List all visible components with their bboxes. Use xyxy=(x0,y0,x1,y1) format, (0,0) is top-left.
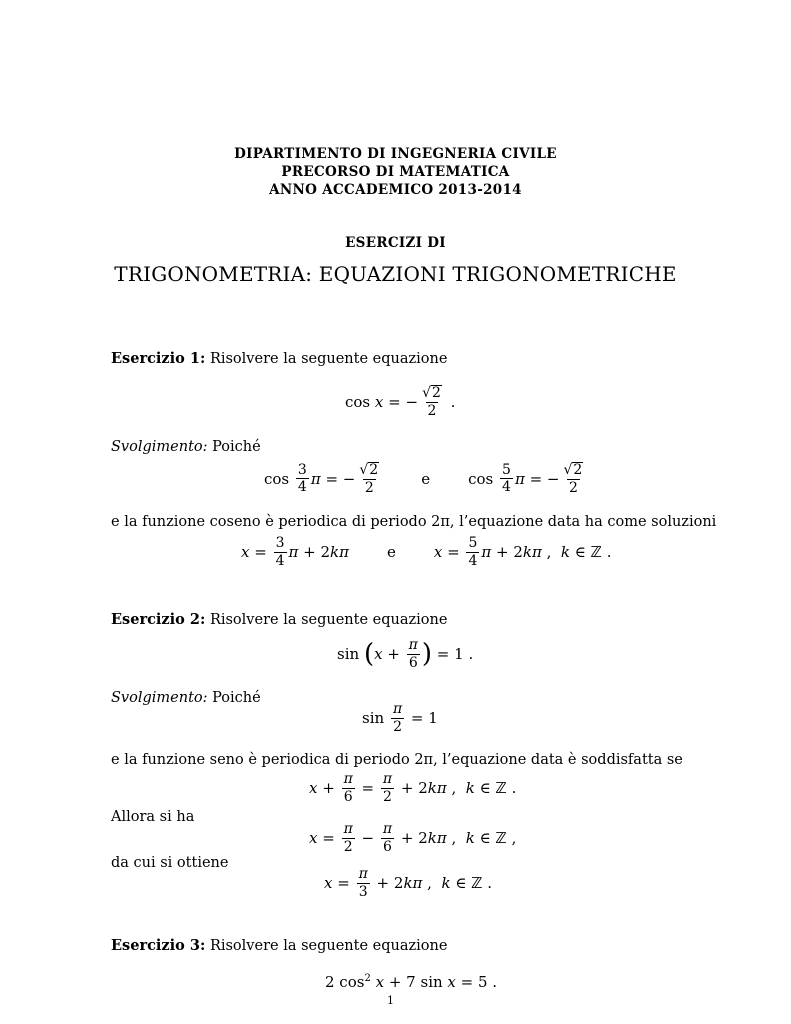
exercise-1-cos-values: cos $\frac{3}{4}$ π = − √ 2 2 e cos $\frac{5}{4}$ π = − √ 2 2 xyxy=(264,461,583,496)
exercise-2-solution-intro xyxy=(111,690,261,706)
document-subtitle: ESERCIZI DI xyxy=(345,235,446,251)
poiche-text-2: Poiché xyxy=(212,690,261,706)
exercise-1-prompt: Risolvere la seguente equazione xyxy=(209,351,448,367)
exercise-2-allora-text: Allora si ha xyxy=(111,809,195,825)
exercise-2-sin-value: sin $\frac{\pi}{2}$ = 1 xyxy=(362,701,438,735)
exercise-1-periodicity-text: e la funzione coseno è periodica di periodo 2π, l’equazione data ha come soluzioni xyxy=(111,514,717,530)
exercise-3-statement xyxy=(111,937,447,954)
exercise-1-label: Esercizio 1: xyxy=(111,350,206,367)
exercise-3-label: Esercizio 3: xyxy=(111,937,206,954)
poiche-text: Poiché xyxy=(212,439,261,455)
and-word-2: e xyxy=(386,543,396,562)
page-number: 1 xyxy=(387,994,394,1007)
exercise-2-result: x = $\frac{\pi}{3}$ + 2 kπ , k ∈ ℤ . xyxy=(324,866,493,900)
exercise-1-solutions: x = $\frac{3}{4}$ π + 2 kπ e x = $\frac{5}{4}$ π + 2 kπ , k ∈ ℤ . xyxy=(241,535,612,569)
exercise-2-equation: sin ( x + $\frac{\pi}{6}$ ) = 1 . xyxy=(337,637,474,671)
solution-label: Svolgimento: xyxy=(111,439,208,455)
exercise-3-prompt: Risolvere la seguente equazione xyxy=(209,938,448,954)
exercise-2-prompt: Risolvere la seguente equazione xyxy=(209,612,448,628)
exercise-1-equation: cos x = − √ 2 2 . xyxy=(345,385,456,419)
exercise-2-condition: x + $\frac{\pi}{6}$ = $\frac{\pi}{2}$ + 2 kπ , k ∈ ℤ . xyxy=(309,771,517,805)
exercise-3-equation: 2 $\cos^2$ x + 7 sin x = 5 . xyxy=(325,973,498,991)
exercise-2-dacui-text: da cui si ottiene xyxy=(111,855,229,871)
exercise-1-solution-intro xyxy=(111,439,261,455)
exercise-2-step: x = $\frac{\pi}{2}$ − $\frac{\pi}{6}$ + 2 kπ , k ∈ ℤ , xyxy=(309,821,517,855)
exercise-2-periodicity-text: e la funzione seno è periodica di periodo 2π, l’equazione data è soddisfatta se xyxy=(111,752,683,768)
academic-year-line: ANNO ACCADEMICO 2013-2014 xyxy=(269,182,522,198)
and-word: e xyxy=(421,469,431,488)
department-line: DIPARTIMENTO DI INGEGNERIA CIVILE xyxy=(234,146,557,162)
course-line: PRECORSO DI MATEMATICA xyxy=(281,164,510,180)
exercise-2-label: Esercizio 2: xyxy=(111,611,206,628)
exercise-1-statement xyxy=(111,350,447,367)
document-title: TRIGONOMETRIA: EQUAZIONI TRIGONOMETRICHE xyxy=(114,262,677,286)
solution-label-2: Svolgimento: xyxy=(111,690,208,706)
exercise-2-statement xyxy=(111,611,447,628)
